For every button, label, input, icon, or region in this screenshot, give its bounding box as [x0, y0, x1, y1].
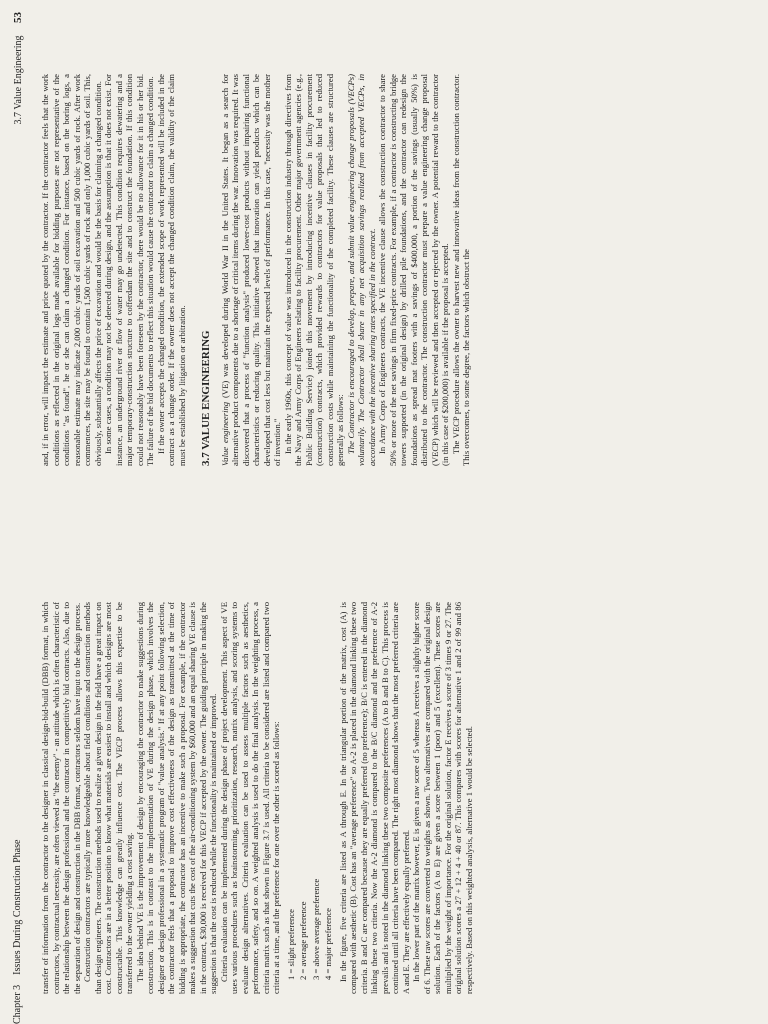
scale-item: 1 = slight preference — [285, 909, 296, 980]
scale-item: 2 = average preference — [298, 901, 308, 980]
paragraph: Construction contractors are typically more knowledgeable about field conditions and construction methods than design engineers. The construction methods used to realize a given design in the field have a great impact on cost. Contractors are in a better position to know what materials are easiest to install and which designs are most constructable. This knowledge can greatly influence cost. The VECP process allows this expertise to be transferred to the owner yielding a cost saving. — [82, 602, 134, 994]
right-page-body — [40, 74, 760, 466]
defined-term: Value engineering — [219, 401, 230, 466]
left-page-header — [12, 840, 23, 1024]
scale-item: 4 = major preference — [323, 908, 333, 980]
paragraph: In some cases, a condition may not be detected during design, and the assumption is that it does not exist. For instance, an underground river or flow of water may go undetected. This condition requires dewatering and a major temporary-construction structure to cofferdam the site and to construct the foundation. If this condition could not reasonably have been foreseen by the contractor, there would be no allowance for it in his or her bid. The failure of the bid documents to reflect this situation would cause the contractor to claim a changed condition. — [103, 74, 155, 466]
section-heading: 3.7 VALUE ENGINEERING — [200, 330, 212, 466]
right-page-header — [12, 12, 24, 124]
paragraph: The idea behind VE is the improvement of design by encouraging the contractor to make suggestions during construction. This is in contrast to the implementation of VE during the design phase, which involves the designer or design professional in a systematic program of "value analysis." If at any point following selection, the contractor feels that a proposal to improve cost effectiveness of the design as transmitted at the time of bidding is appropriate, the contractor has an incentive to make such a proposal. For example, if the contractor makes a suggestion that cuts the cost of the air-conditioning system by $60,000 and an equal sharing VE clause is in the contract, $30,000 is received for this VECP if accepted by the owner. The guiding principle in making the suggestion is that the cost is reduced while the functionality is maintained or improved. — [134, 602, 218, 994]
paragraph: If the owner accepts the changed condition, the extended scope of work represented will be included in the contract as a change order. If the owner does not accept the changed condition claim, the validity of the claim must be established by litigation or arbitration. — [155, 74, 187, 466]
paragraph: In Army Corps of Engineers contracts, the VE incentive clause allows the construction contractor to share 50% or more of the net savings in firm fixed-price contracts. For example, if a contractor is constructing bridge towers supported (in the original design) by drilled pile foundations, and the contractor can redesign the foundations as spread mat footers with a savings of $400,000, a portion of the savings (usually 50%) is distributed to the contractor. The construction contractor must prepare a value engineering change proposal (VECP) which will be reviewed and then accepted or rejected by the owner. A potential reward to the contractor (in this case of $200,000) is available if the proposal is accepted. — [377, 74, 450, 466]
page-number: 53 — [12, 12, 24, 23]
paragraph: The VECP procedure allows the owner to harvest new and innovative ideas from the construction contractor. This overcomes, to some degree, the factors which obstruct the — [450, 74, 471, 466]
paragraph: Criteria evaluation can be implemented during the design phase of project development. This aspect of VE uses various procedures such as brainstorming, prioritization, research, matrix analysis, and scoring systems to evaluate design alternatives. Criteria evaluation can be used to assess multiple factors such as aesthetics, performance, safety, and so on. A weighted analysis is used to do the final analysis. In the weighting process, a criteria matrix such as that shown in Figure 3.7 is used. All criteria to be considered are listed and compared two criteria at a time, and the preference for one over the other is scored as follows: — [218, 602, 281, 994]
paragraph: transfer of information from the contractor to the designer in classical design-bid-build (DBB) format, in which contractors, by contractual necessity, are often viewed as "the enemy" - an attitude which is often characteristic of the relationship between the design professional and the contractor in competitively bid contracts. Also, due to the separation of design and construction in the DBB format, contractors seldom have input to the design process. — [40, 602, 82, 994]
left-page-body — [40, 602, 760, 994]
paragraph: In the lower part of the matrix however, E is given a raw score of 5 whereas A receives a slightly higher score of 6. These raw scores are converted to weights as shown. Two alternatives are compared with the original design solution. Each of the factors (A to E) are given a score between 1 (poor) and 5 (excellent). These scores are multiplied by the weight of importance. For the original solution, factor E receives a score of 3 times 9 or 27. The original solution scores a 27 + 12 + 4 + 40 or 87. This compares with scores for alternative 1 and 2 of 99 and 86 respectively. Based on this weighted analysis, alternative 1 would be selected. — [411, 602, 474, 994]
section-label: 3.7 Value Engineering — [13, 35, 24, 125]
paragraph-text: (VE) was developed during World War II in the United States. It began as a search for alternative product components due to a shortage of critical items during the war. Innovation was required. It was discovered that a process of "function analysis" produced lower-cost products without impairing functional characteristics or reducing quality. This initiative showed that innovation can yield products which can be developed that cost less but maintain the expected levels of performance. In this case, "necessity was the mother of invention." — [219, 74, 282, 466]
paragraph — [220, 74, 283, 466]
paragraph: and, if in error, will impact the estimate and price quoted by the contractor. If the contractor feels that the work conditions as reflected in the original logs made available for bidding purposes are not representative of the conditions "as found", he or she can claim a changed condition. For instance, based on the boring logs, a reasonable estimate may indicate 2,000 cubic yards of soil excavation and 500 cubic yards of rock. After work commences, the site may be found to contain 1,500 cubic yards of rock and only 1,000 cubic yards of soil. This, obviously, substantially affects the price of excavation and would be the basis for claiming a changed condition. — [40, 74, 103, 466]
preference-scale-list — [286, 602, 334, 980]
paragraph: In the early 1960s, this concept of value was introduced in the construction industry through directives from the Navy and Army Corps of Engineers relating to facility procurement. Other major government agencies (e.g., Public Building Service) joined this movement by introducing incentive clauses in facility procurement (construction) contracts, which provided rewards to contractors for value proposals that led to reduced construction costs while maintaining the functionality of the completed facility. These clauses are structured generally as follows: — [282, 74, 345, 466]
paragraph: In the figure, five criteria are listed as A through E. In the triangular portion of the matrix, cost (A) is compared with aesthetic (B). Cost has an "average preference" so A-2 is placed in the diamond linking these two criteria. B and C are compared because they are equally preferred (no preference); B/C is entered in the diamond linking these two criteria. Now the A-2 diamond is compared to the B/C diamond and the preference of A-2 prevails and is noted in the diamond linking these two composite preferences (A to B and B to C). This process is continued until all criteria have been compared. The right most diamond shows that the most preferred criteria are A and E. They are effectively equally preferred. — [337, 602, 411, 994]
scale-item: 3 = above average preference — [310, 878, 321, 980]
chapter-title: Issues During Construction Phase — [12, 839, 23, 975]
chapter-label: Chapter 3 — [12, 984, 23, 1024]
contract-clause-quote: The Contractor is encouraged to develop, prepare, and submit value engineering change proposals (VECPs) voluntarily. The Contractor shall share in any net acquisition savings realized from accepted VECPs, in accordance with the incentive sharing rates specified in the contract. — [345, 74, 377, 466]
